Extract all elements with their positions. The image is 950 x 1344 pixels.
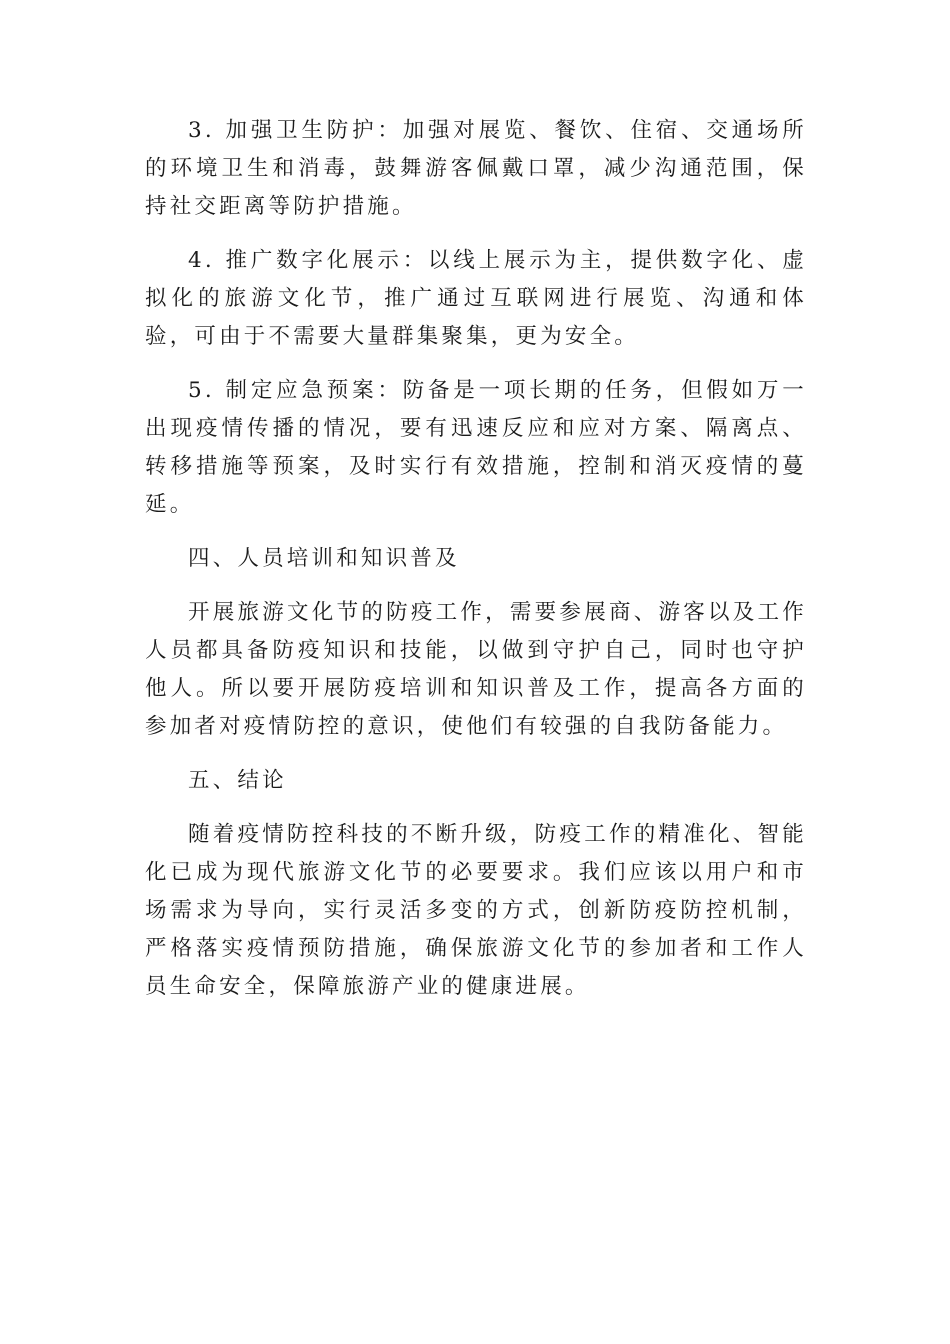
paragraph-emergency-plan: 5. 制定应急预案：防备是一项长期的任务，但假如万一出现疫情传播的情况，要有迅速反应和应对方案、隔离点、转移措施等预案，及时实行有效措施，控制和消灭疫情的蔓延。: [145, 378, 807, 517]
section-heading-training: 四、人员培训和知识普及: [188, 546, 460, 571]
paragraph-digital-display: 4. 推广数字化展示：以线上展示为主，提供数字化、虚拟化的旅游文化节，推广通过互联网进行展览、沟通和体验，可由于不需要大量群集聚集，更为安全。: [145, 248, 807, 349]
paragraph-training: 开展旅游文化节的防疫工作，需要参展商、游客以及工作人员都具备防疫知识和技能，以做到守护自己，同时也守护他人。所以要开展防疫培训和知识普及工作，提高各方面的参加者对疫情防控的意识，使他们有较强的自我防备能力。: [145, 600, 807, 739]
paragraph-hygiene-protection: 3. 加强卫生防护：加强对展览、餐饮、住宿、交通场所的环境卫生和消毒，鼓舞游客佩戴口罩，减少沟通范围，保持社交距离等防护措施。: [145, 118, 807, 219]
section-heading-conclusion: 五、结论: [188, 768, 287, 793]
paragraph-conclusion: 随着疫情防控科技的不断升级，防疫工作的精准化、智能化已成为现代旅游文化节的必要要求。我们应该以用户和市场需求为导向，实行灵活多变的方式，创新防疫防控机制，严格落实疫情预防措施，确保旅游文化节的参加者和工作人员生命安全，保障旅游产业的健康进展。: [145, 822, 807, 999]
document-body: [145, 112, 807, 1022]
